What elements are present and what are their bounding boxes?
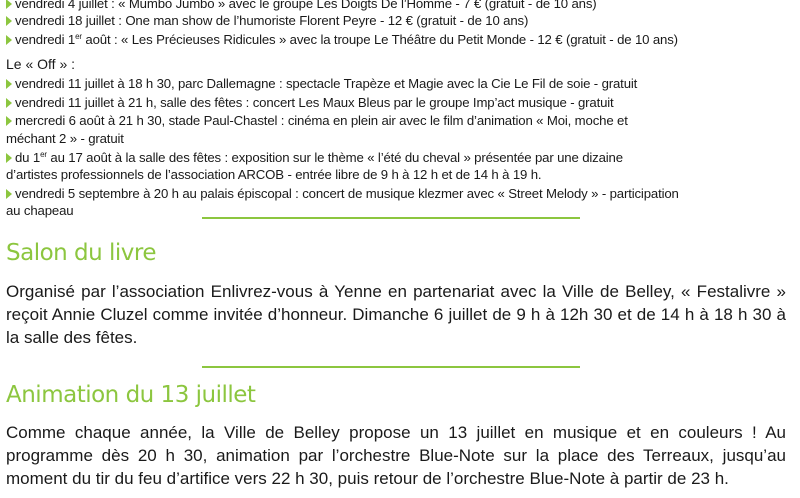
off-item: vendredi 11 juillet à 18 h 30, parc Dallemagne : spectacle Trapèze et Magie avec la Cie Le Fil de soie - gratuit — [6, 76, 637, 92]
off-item: du 1er au 17 août à la salle des fêtes : exposition sur le thème « l’été du cheval » présentée par une dizaine — [6, 150, 623, 166]
event-line: vendredi 4 juillet : « Mumbo Jumbo » avec le groupe Les Doigts De l’Homme - 7 € (gratuit - de 10 ans) — [6, 0, 597, 12]
section-divider — [202, 217, 580, 219]
off-item: vendredi 5 septembre à 20 h au palais épiscopal : concert de musique klezmer avec « Street Melody » - participation — [6, 186, 679, 202]
off-item-continuation: méchant 2 » - gratuit — [6, 131, 124, 146]
section-title-animation: Animation du 13 juillet — [6, 382, 256, 408]
off-heading: Le « Off » : — [6, 56, 76, 72]
section-divider — [202, 366, 580, 368]
bullet-icon — [6, 98, 12, 108]
event-line: vendredi 1er août : « Les Précieuses Ridicules » avec la troupe Le Théâtre du Petit Monde - 12 € (gratuit - de 10 ans) — [6, 32, 678, 48]
bullet-icon — [6, 16, 12, 26]
bullet-icon — [6, 35, 12, 45]
off-item-continuation: au chapeau — [6, 203, 74, 218]
salon-paragraph: Organisé par l’association Enlivrez-vous à Yenne en partenariat avec la Ville de Belley, « Festalivre » reçoit Annie Cluzel comme invitée d’honneur. Dimanche 6 juillet de 9 h à 12h 30 et de 14 h à 18 h 30 à la salle des fêtes. — [6, 282, 786, 347]
animation-paragraph: Comme chaque année, la Ville de Belley propose un 13 juillet en musique et en couleurs ! Au programme dès 20 h 30, animation par l’orchestre Blue-Note sur la place des Terreaux, jusqu’au moment du tir du feu d’artifice vers 22 h 30, puis retour de l’orchestre Blue-Note à partir de 23 h. — [6, 423, 786, 488]
bullet-icon — [6, 153, 12, 163]
section-title-salon: Salon du livre — [6, 240, 157, 266]
bullet-icon — [6, 0, 12, 9]
off-item-continuation: d’artistes professionnels de l’association ARCOB - entrée libre de 9 h à 12 h et de 14 h à 19 h. — [6, 167, 542, 182]
off-item: vendredi 11 juillet à 21 h, salle des fêtes : concert Les Maux Bleus par le groupe Imp’act musique - gratuit — [6, 95, 614, 111]
bullet-icon — [6, 189, 12, 199]
event-line: vendredi 18 juillet : One man show de l’humoriste Florent Peyre - 12 € (gratuit - de 10 ans) — [6, 13, 528, 29]
bullet-icon — [6, 79, 12, 89]
off-item: mercredi 6 août à 21 h 30, stade Paul-Chastel : cinéma en plein air avec le film d’animation « Moi, moche et — [6, 113, 628, 129]
bullet-icon — [6, 116, 12, 126]
